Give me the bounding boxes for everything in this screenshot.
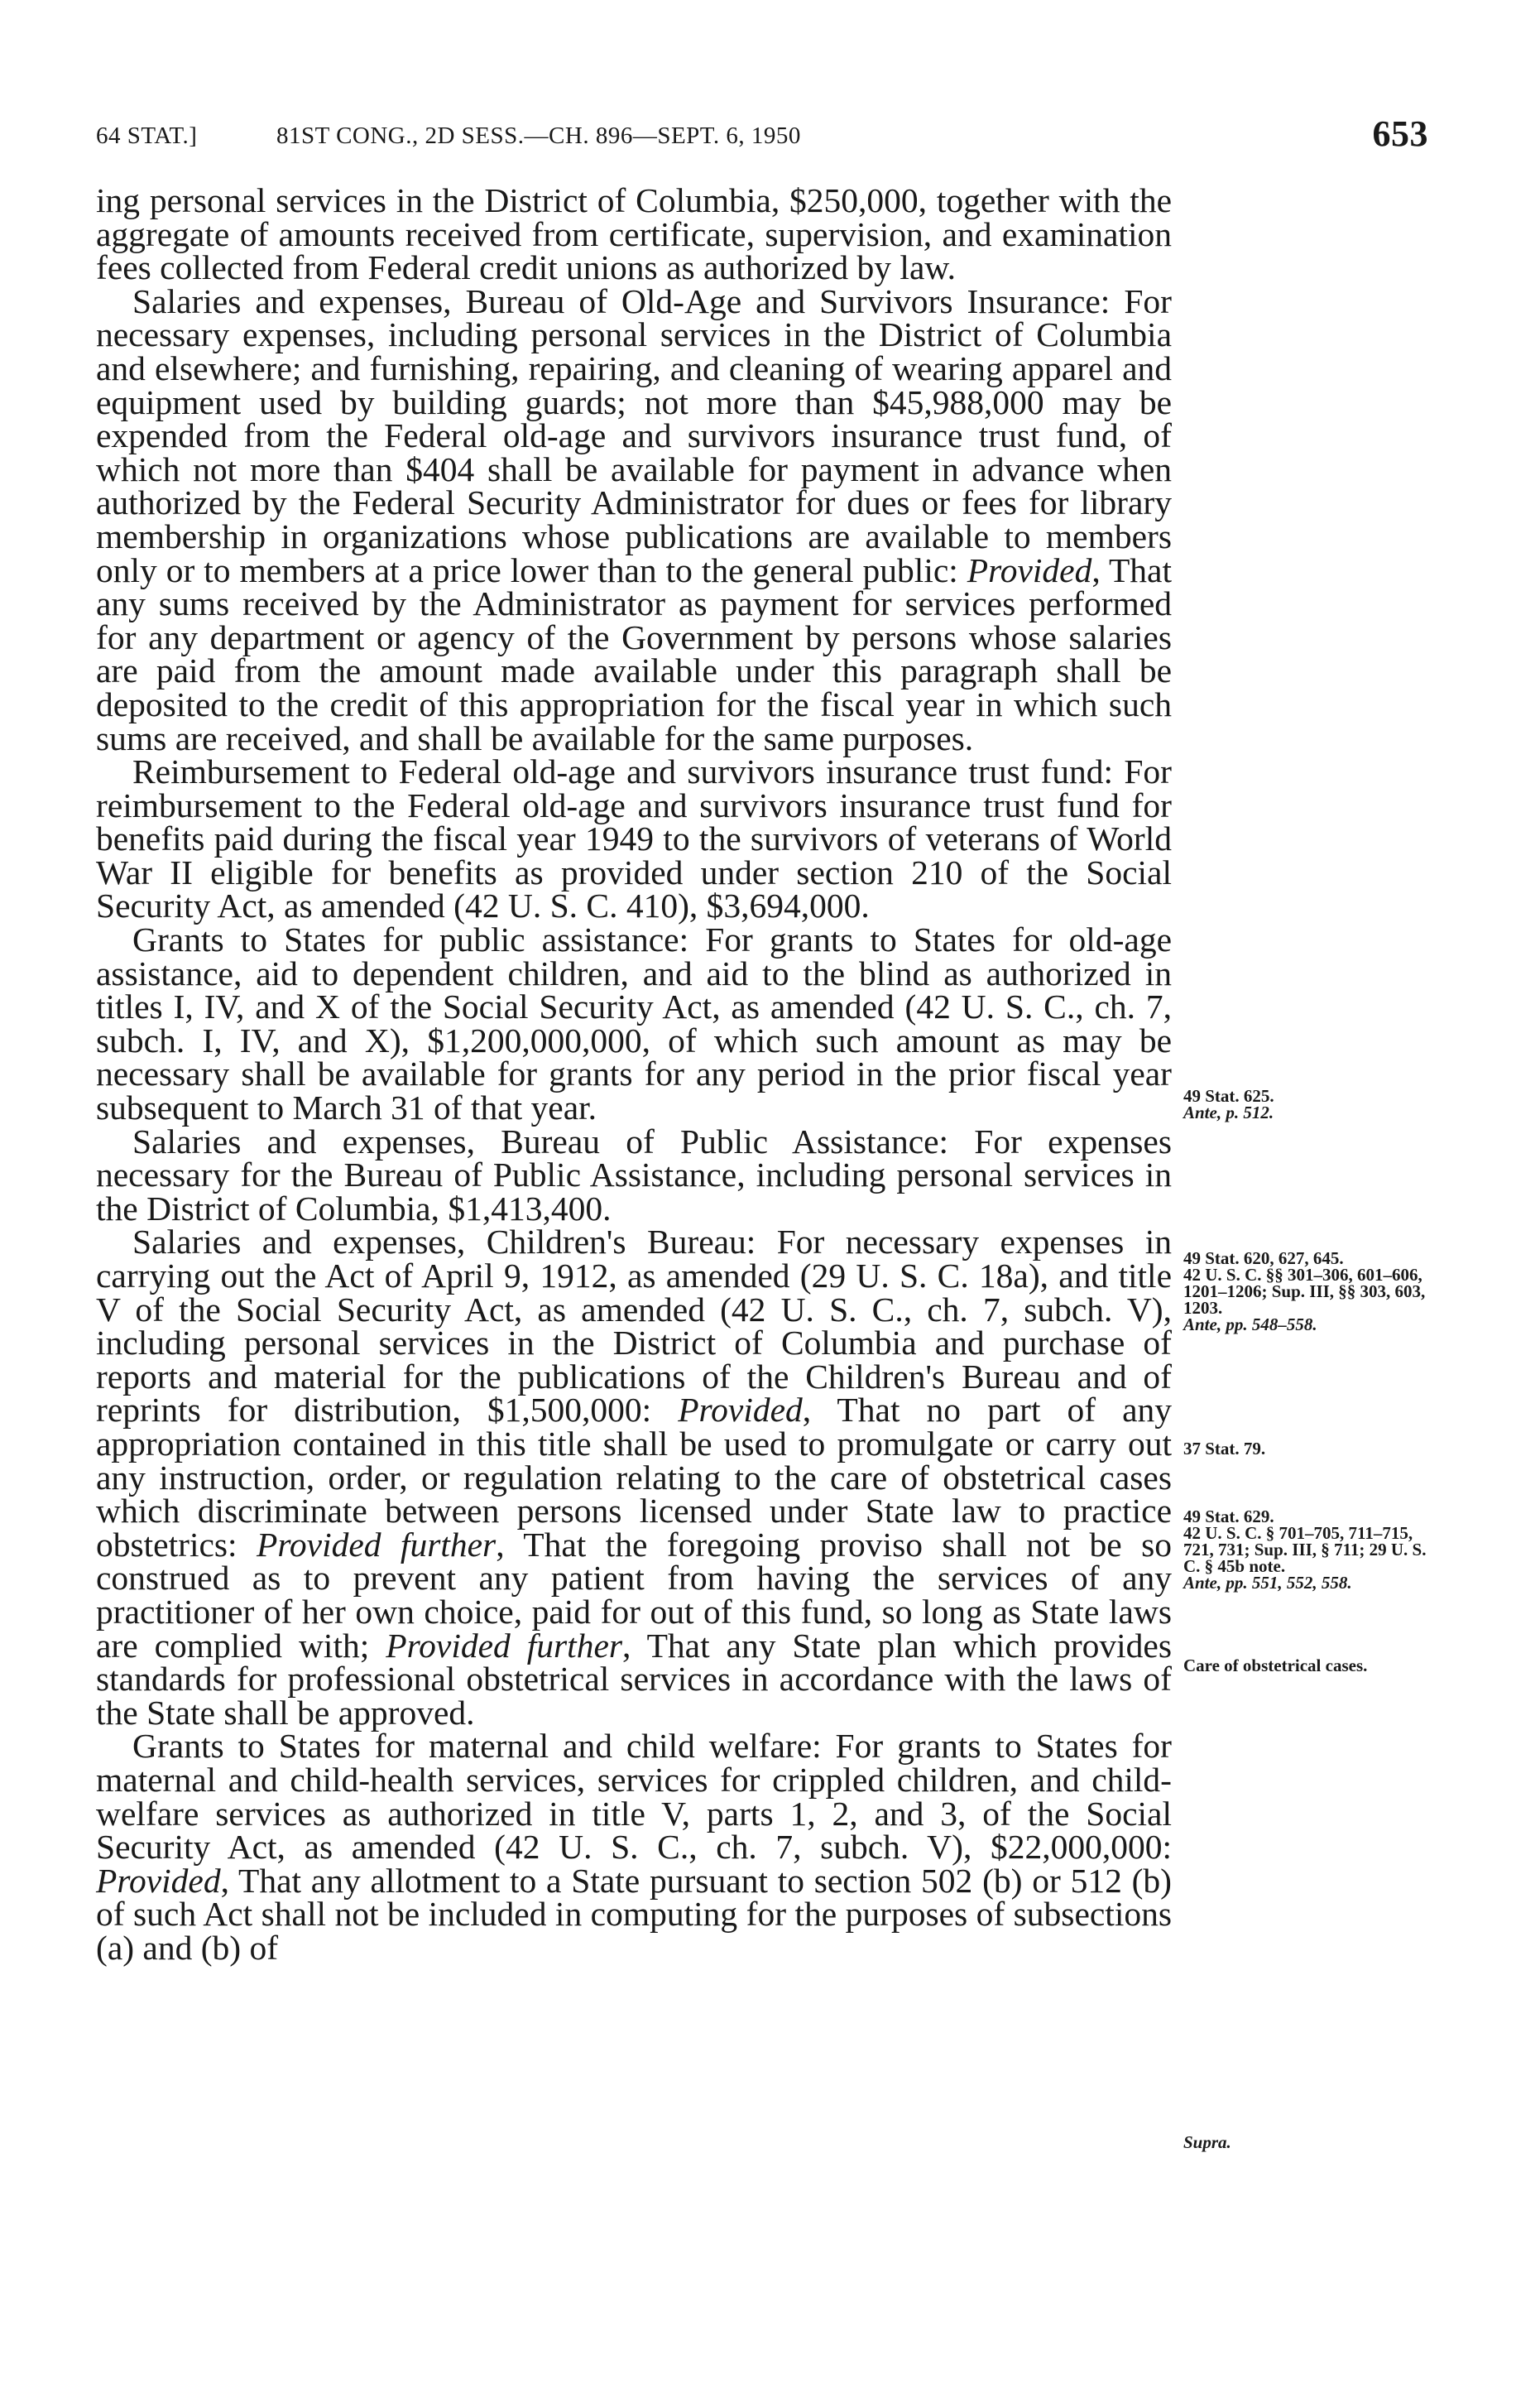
margin-note-line: 49 Stat. 625.	[1183, 1086, 1274, 1106]
session-reference: 81ST CONG., 2D SESS.—CH. 896—SEPT. 6, 1950	[276, 123, 801, 149]
margin-note-2	[1183, 1250, 1432, 1333]
italic-proviso: Provided	[678, 1391, 803, 1430]
margin-note-line: Ante, pp. 551, 552, 558.	[1183, 1573, 1352, 1593]
text-segment: Reimbursement to Federal old-age and survivors insurance trust fund: For reimbursement to the Federal old-age and survivors insurance trust fund for benefits paid during the fiscal year 1949 to the survivors of veterans of World War II eligible for benefits as provided under section 210 of the Social Security Act, as amended (42 U. S. C. 410), $3,694,000.	[96, 752, 1172, 925]
text-segment: Salaries and expenses, Bureau of Public Assistance: For expenses necessary for the Bureau of Public Assistance, including personal services in the District of Columbia, $1,413,400.	[96, 1122, 1172, 1228]
italic-proviso: Provided further	[256, 1525, 497, 1564]
paragraph-3	[96, 752, 1172, 925]
paragraph-5	[96, 1122, 1172, 1228]
body-text	[96, 181, 1172, 1967]
margin-note-line: Supra.	[1183, 2132, 1231, 2152]
margin-note-line: 42 U. S. C. §§ 301–306, 601–606, 1201–1206; Sup. III, §§ 303, 603, 1203.	[1183, 1265, 1426, 1318]
margin-note-line: Care of obstetrical cases.	[1183, 1656, 1368, 1675]
text-segment: Salaries and expenses, Children's Bureau: For necessary expenses in carrying out the Act of April 9, 1912, as amended (29 U. S. C. 18a), and title V of the Social Security Act, as amended (42 U. S. C., ch. 7, subch. V), including personal services in the District of Columbia and purchase of reports and material for the publications of the Children's Bureau and of reprints for distribution, $1,500,000:	[96, 1223, 1172, 1430]
text-segment: Grants to States for maternal and child welfare: For grants to States for maternal and child-health services, services for crippled children, and child-welfare services as authorized in title V, parts 1, 2, and 3, of the Social Security Act, as amended (42 U. S. C., ch. 7, subch. V), $22,000,000:	[96, 1727, 1172, 1867]
margin-note-line: 49 Stat. 629.	[1183, 1507, 1274, 1526]
text-segment: , That any sums received by the Administrator as payment for services performed for any department or agency of the Government by persons whose salaries are paid from the amount made available under this paragraph shall be deposited to the credit of this appropriation for the fiscal year in which such sums are received, and shall be available for the same purposes.	[96, 550, 1172, 757]
volume-reference: 64 STAT.]	[96, 123, 198, 149]
text-segment: , That any State plan which provides standards for professional obstetrical services in accordance with the laws of the State shall be approved.	[96, 1626, 1172, 1732]
margin-note-3	[1183, 1440, 1432, 1457]
paragraph-2	[96, 281, 1172, 757]
text-segment: Grants to States for public assistance: For grants to States for old-age assistance, aid to dependent children, and aid to the blind as authorized in titles I, IV, and X of the Social Security Act, as amended (42 U. S. C., ch. 7, subch. I, IV, and X), $1,200,000,000, of which such amount as may be necessary shall be available for grants for any period in the prior fiscal year subsequent to March 31 of that year.	[96, 920, 1172, 1127]
text-segment: , That any allotment to a State pursuant to section 502 (b) or 512 (b) of such Act shall not be included in computing for the purposes of subsections (a) and (b) of	[96, 1861, 1172, 1967]
paragraph-1	[96, 181, 1172, 287]
paragraph-7	[96, 1727, 1172, 1967]
paragraph-6	[96, 1223, 1172, 1732]
italic-proviso: Provided further	[386, 1626, 623, 1665]
margin-note-6	[1183, 2134, 1432, 2151]
text-segment: ing personal services in the District of Columbia, $250,000, together with the aggregate of amounts received from certificate, supervision, and examination fees collected from Federal credit unions as authorized by law.	[96, 181, 1172, 287]
margin-note-line: 42 U. S. C. § 701–705, 711–715, 721, 731; Sup. III, § 711; 29 U. S. C. § 45b note.	[1183, 1523, 1427, 1576]
page-number: 653	[1372, 113, 1428, 154]
page-header	[96, 113, 1428, 172]
italic-proviso: Provided	[967, 550, 1092, 589]
paragraph-4	[96, 920, 1172, 1127]
text-segment: , That the foregoing proviso shall not be so construed as to prevent any patient from having the services of any practitioner of her own choice, paid for out of this fund, so long as State laws are complied with;	[96, 1525, 1172, 1665]
margin-note-line: Ante, p. 512.	[1183, 1103, 1274, 1122]
margin-note-line: 37 Stat. 79.	[1183, 1439, 1266, 1459]
margin-note-4	[1183, 1508, 1432, 1591]
margin-note-1	[1183, 1088, 1432, 1121]
margin-note-line: Ante, pp. 548–558.	[1183, 1314, 1317, 1334]
text-segment: Salaries and expenses, Bureau of Old-Age and Survivors Insurance: For necessary expenses, including personal services in the District of Columbia and elsewhere; and furnishing, repairing, and cleaning of wearing apparel and equipment used by building guards; not more than $45,988,000 may be expended from the Federal old-age and survivors insurance trust fund, of which not more than $404 shall be available for payment in advance when authorized by the Federal Security Administrator for dues or fees for library membership in organizations whose publications are available to members only or to members at a price lower than to the general public:	[96, 281, 1172, 589]
text-segment: , That no part of any appropriation contained in this title shall be used to promulgate or carry out any instruction, order, or regulation relating to the care of obstetrical cases which discriminate between persons licensed under State law to practice obstetrics:	[96, 1391, 1172, 1564]
margin-note-5	[1183, 1657, 1432, 1674]
margin-note-line: 49 Stat. 620, 627, 645.	[1183, 1248, 1344, 1268]
italic-proviso: Provided	[96, 1861, 221, 1900]
